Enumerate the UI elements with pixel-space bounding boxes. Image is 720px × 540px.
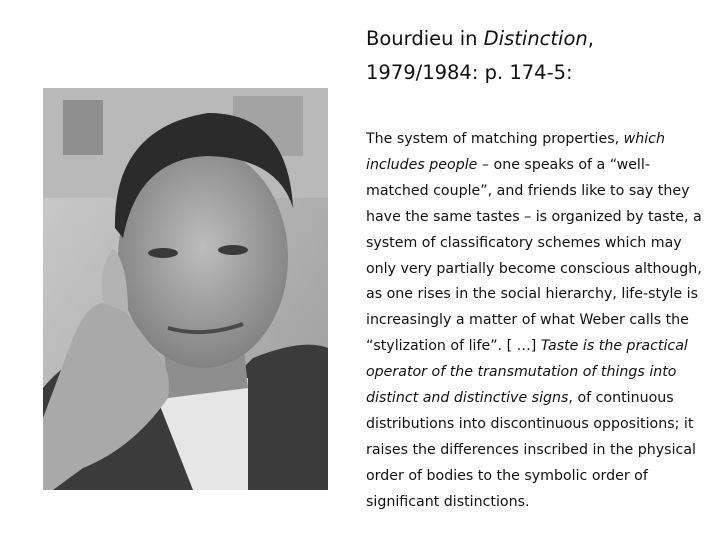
quote-line: as one rises in the social hierarchy, life-style is [366, 286, 699, 303]
quote-text [366, 127, 711, 516]
quote-line: system of classificatory schemes which may [366, 234, 682, 251]
quote-fragment-italic: operator of the transmutation of things into [366, 364, 677, 381]
title-line-1 [366, 22, 696, 56]
quote-fragment: – one speaks of a “well- [477, 156, 650, 173]
quote-line [366, 127, 711, 153]
quote-line: distributions into discontinuous oppositions; it [366, 415, 694, 432]
quote-line: raises the differences inscribed in the physical [366, 441, 696, 458]
quote-line [366, 360, 711, 386]
portrait-photo [43, 88, 328, 490]
title-comma: , [587, 27, 594, 50]
quote-fragment: , of continuous [568, 390, 674, 407]
quote-line: order of bodies to the symbolic order of [366, 467, 648, 484]
title-work: Distinction [483, 27, 588, 50]
quote-fragment: “stylization of life”. [ …] [366, 338, 541, 355]
quote-fragment: The system of matching properties, [366, 131, 624, 147]
quote-line [366, 153, 711, 179]
quote-fragment-italic: includes people [366, 156, 478, 173]
title-author: Bourdieu in [366, 27, 484, 50]
quote-line [366, 386, 711, 412]
quote-line: have the same tastes – is organized by taste, a [366, 208, 702, 225]
quote-fragment-italic: distinct and distinctive signs [366, 390, 569, 407]
title-citation: 1979/1984: p. 174-5: [366, 61, 573, 84]
quote-fragment-italic: which [623, 131, 665, 147]
quote-line: significant distinctions. [366, 493, 530, 510]
quote-line: only very partially become conscious although, [366, 260, 702, 277]
quote-line [366, 334, 711, 360]
quote-line: matched couple”, and friends like to say they [366, 182, 690, 199]
quote-line: increasingly a matter of what Weber calls the [366, 312, 689, 329]
slide-title [366, 22, 696, 90]
quote-fragment-italic: Taste is the practical [540, 338, 688, 355]
